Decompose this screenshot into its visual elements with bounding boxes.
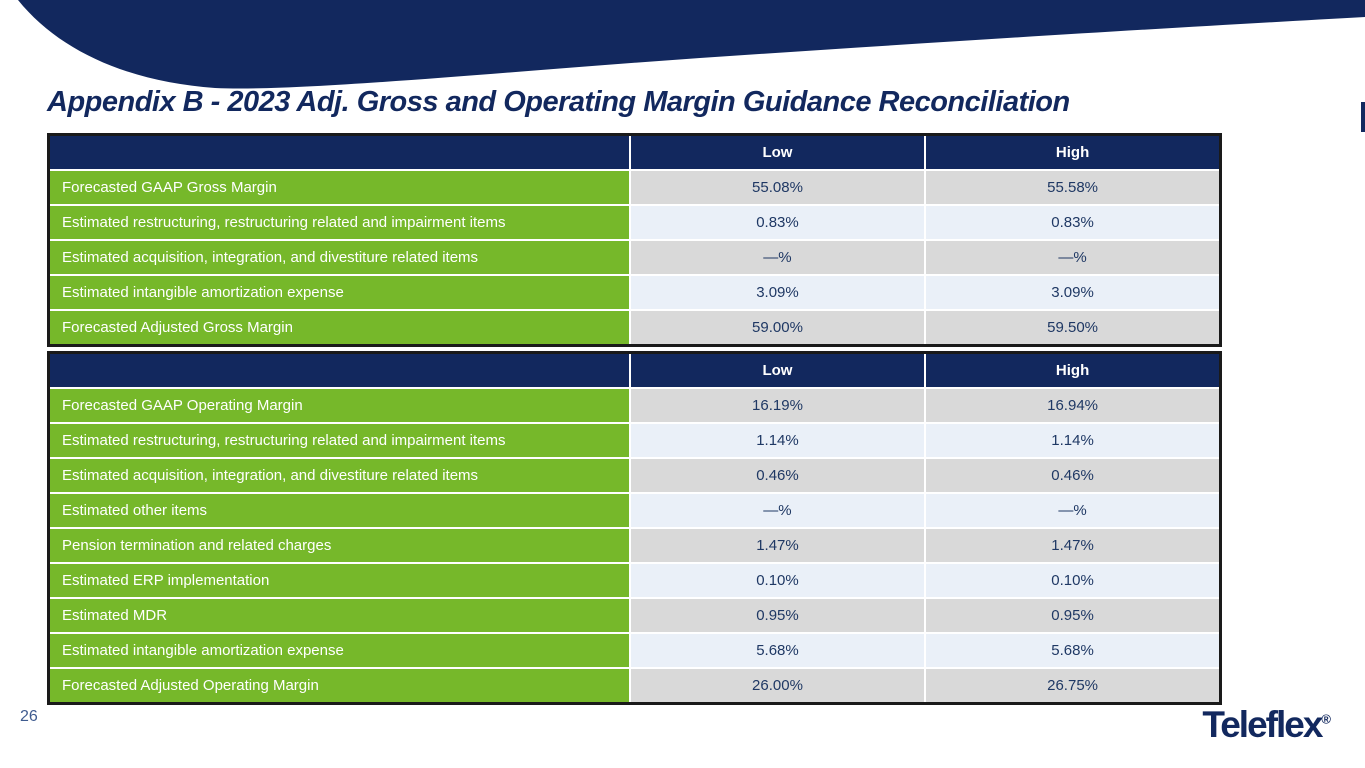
row-label-cell: Estimated acquisition, integration, and divestiture related items	[49, 458, 630, 493]
high-value-cell: 0.10%	[925, 563, 1220, 598]
row-label-cell: Estimated MDR	[49, 598, 630, 633]
row-label-cell: Forecasted Adjusted Gross Margin	[49, 310, 630, 346]
table-row	[49, 310, 1221, 346]
low-value-cell: 26.00%	[630, 668, 925, 704]
table-row	[49, 668, 1221, 704]
table-row	[49, 240, 1221, 275]
column-header-high: High	[925, 135, 1220, 171]
low-value-cell: 5.68%	[630, 633, 925, 668]
low-value-cell: —%	[630, 240, 925, 275]
high-value-cell: 0.95%	[925, 598, 1220, 633]
low-value-cell: 16.19%	[630, 388, 925, 423]
row-label-cell: Estimated acquisition, integration, and divestiture related items	[49, 240, 630, 275]
row-label-cell: Forecasted Adjusted Operating Margin	[49, 668, 630, 704]
high-value-cell: 5.68%	[925, 633, 1220, 668]
row-label-cell: Pension termination and related charges	[49, 528, 630, 563]
operating-margin-reconciliation	[47, 351, 1222, 705]
table-row	[49, 633, 1221, 668]
gross-margin-reconciliation	[47, 133, 1222, 347]
column-header-low: Low	[630, 135, 925, 171]
high-value-cell: —%	[925, 240, 1220, 275]
slide-title: Appendix B - 2023 Adj. Gross and Operating Margin Guidance Reconciliation	[47, 86, 1070, 118]
row-label-cell: Estimated intangible amortization expense	[49, 633, 630, 668]
gross-margin-table	[47, 133, 1222, 347]
row-label-cell: Estimated restructuring, restructuring related and impairment items	[49, 205, 630, 240]
low-value-cell: 1.47%	[630, 528, 925, 563]
table-row	[49, 170, 1221, 205]
low-value-cell: 3.09%	[630, 275, 925, 310]
high-value-cell: 1.47%	[925, 528, 1220, 563]
row-label-cell: Forecasted GAAP Gross Margin	[49, 170, 630, 205]
column-header-high: High	[925, 353, 1220, 389]
high-value-cell: 59.50%	[925, 310, 1220, 346]
low-value-cell: 0.83%	[630, 205, 925, 240]
low-value-cell: 0.46%	[630, 458, 925, 493]
low-value-cell: 1.14%	[630, 423, 925, 458]
high-value-cell: 1.14%	[925, 423, 1220, 458]
row-label-cell: Estimated ERP implementation	[49, 563, 630, 598]
table-row	[49, 275, 1221, 310]
right-edge-accent-bar	[1361, 102, 1365, 132]
high-value-cell: 0.46%	[925, 458, 1220, 493]
low-value-cell: —%	[630, 493, 925, 528]
corner-header-cell	[49, 353, 630, 389]
teleflex-logo-text: Teleflex	[1202, 704, 1322, 745]
high-value-cell: —%	[925, 493, 1220, 528]
low-value-cell: 55.08%	[630, 170, 925, 205]
teleflex-logo	[1202, 704, 1331, 746]
low-value-cell: 0.10%	[630, 563, 925, 598]
low-value-cell: 59.00%	[630, 310, 925, 346]
row-label-cell: Estimated intangible amortization expense	[49, 275, 630, 310]
top-banner-swoosh	[0, 0, 1365, 95]
table-row	[49, 493, 1221, 528]
registered-trademark-mark: ®	[1321, 711, 1331, 727]
corner-header-cell	[49, 135, 630, 171]
table-row	[49, 423, 1221, 458]
column-header-low: Low	[630, 353, 925, 389]
high-value-cell: 16.94%	[925, 388, 1220, 423]
operating-margin-table	[47, 351, 1222, 705]
row-label-cell: Forecasted GAAP Operating Margin	[49, 388, 630, 423]
high-value-cell: 0.83%	[925, 205, 1220, 240]
table-row	[49, 598, 1221, 633]
table-row	[49, 388, 1221, 423]
page-number: 26	[20, 708, 38, 725]
high-value-cell: 26.75%	[925, 668, 1220, 704]
table-row	[49, 458, 1221, 493]
high-value-cell: 3.09%	[925, 275, 1220, 310]
high-value-cell: 55.58%	[925, 170, 1220, 205]
row-label-cell: Estimated other items	[49, 493, 630, 528]
table-row	[49, 528, 1221, 563]
row-label-cell: Estimated restructuring, restructuring related and impairment items	[49, 423, 630, 458]
low-value-cell: 0.95%	[630, 598, 925, 633]
table-row	[49, 563, 1221, 598]
table-row	[49, 205, 1221, 240]
